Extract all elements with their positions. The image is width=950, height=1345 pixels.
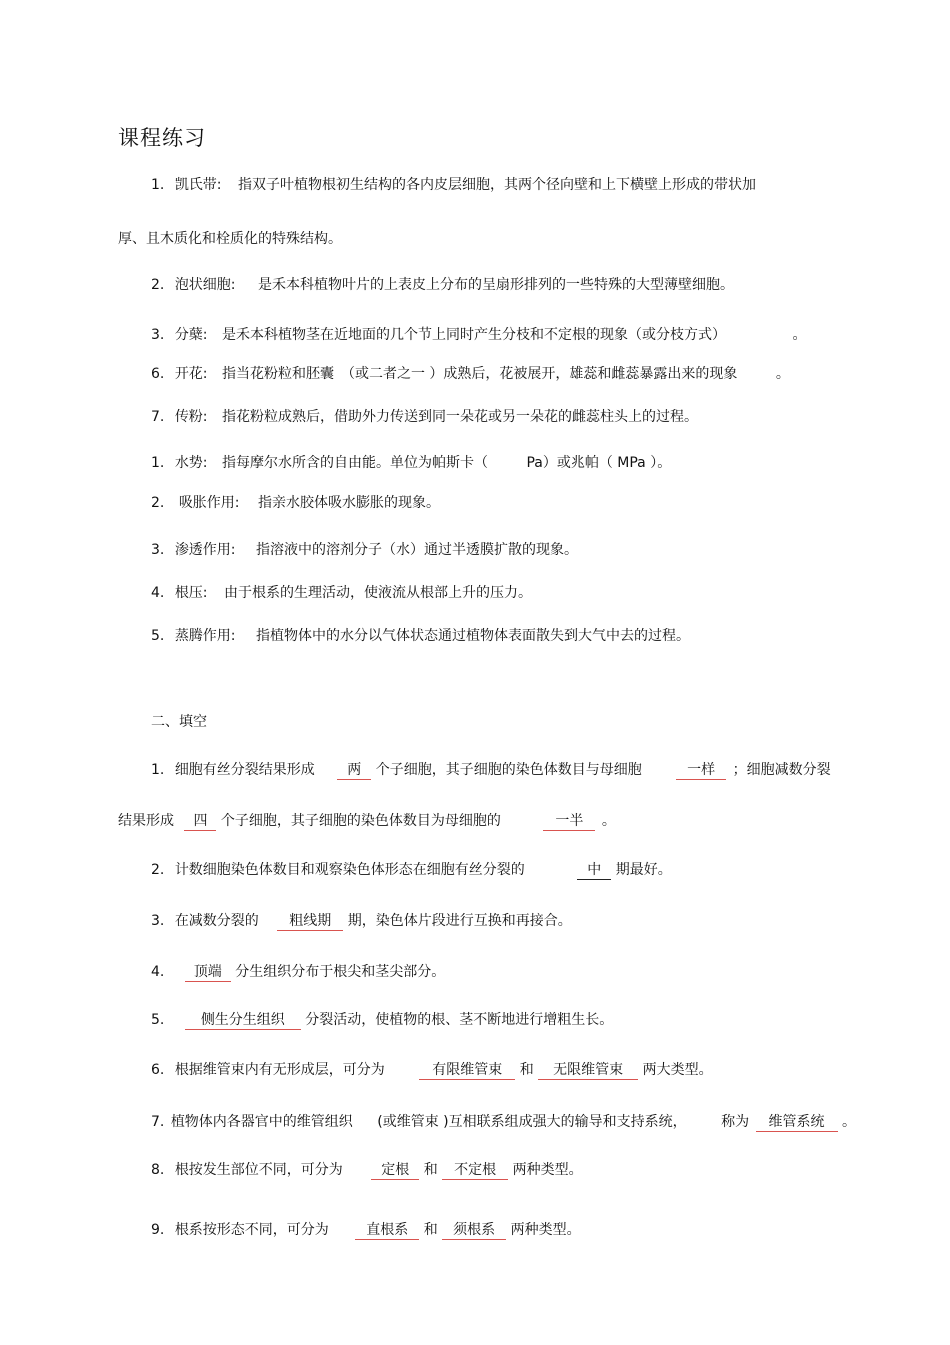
fill-question-3 [151, 911, 572, 931]
item-number: 3. [151, 542, 165, 558]
fill-question-5 [151, 1010, 613, 1030]
question-text: 根据维管束内有无形成层，可分为 [174, 1062, 385, 1078]
section-heading: 二、填空 [151, 714, 207, 730]
definition-9 [151, 583, 532, 603]
fill-question-7 [151, 1112, 856, 1132]
answer-blank: 维管系统 [756, 1113, 838, 1132]
term: 蒸腾作用: [174, 628, 236, 644]
end-mark: 。 [792, 327, 807, 343]
item-number: 5. [151, 628, 165, 644]
item-number: 1. [151, 177, 165, 193]
question-text: 结果形成 [118, 813, 174, 829]
question-text: 和 [423, 1222, 438, 1238]
term: 水势: [174, 455, 208, 471]
answer-blank: 粗线期 [277, 912, 343, 931]
definition-2 [151, 275, 734, 295]
question-text: 个子细胞，其子细胞的染色体数目为母细胞的 [220, 813, 501, 829]
question-text: 分生组织分布于根尖和茎尖部分。 [235, 964, 446, 980]
answer-blank: 定根 [371, 1161, 419, 1180]
item-number: 5. [151, 1012, 165, 1028]
question-text: ；细胞减数分裂 [732, 762, 831, 778]
fill-question-2 [151, 860, 672, 880]
answer-blank: 四 [184, 812, 216, 831]
definition-text-units: Pa）或兆帕（ MPa ）。 [526, 455, 672, 471]
definition-text: 指每摩尔水所含的自由能。单位为帕斯卡（ [221, 455, 488, 471]
item-number: 4. [151, 585, 165, 601]
definition-4 [151, 364, 790, 384]
question-text: (或维管束 )互相联系组成强大的输导和支持系统， [377, 1114, 687, 1130]
definition-1-continued: 厚、且木质化和栓质化的特殊结构。 [118, 231, 342, 247]
question-text: 期最好。 [615, 862, 672, 878]
answer-blank: 一半 [543, 812, 595, 831]
term: 开花: [174, 366, 208, 382]
item-number: 9. [151, 1222, 165, 1238]
fill-question-8 [151, 1160, 583, 1180]
term: 泡状细胞: [174, 277, 236, 293]
definition-text: 是禾本科植物茎在近地面的几个节上同时产生分枝和不定根的现象（或分枝方式） [221, 327, 726, 343]
item-number: 1. [151, 455, 165, 471]
item-number: 6. [151, 1062, 165, 1078]
answer-blank: 中 [577, 861, 611, 880]
term: 传粉: [174, 409, 208, 425]
definition-text: 指亲水胶体吸水膨胀的现象。 [257, 495, 440, 511]
answer-blank: 不定根 [442, 1161, 508, 1180]
question-text: 个子细胞，其子细胞的染色体数目与母细胞 [375, 762, 642, 778]
question-text: 细胞有丝分裂结果形成 [174, 762, 315, 778]
item-number: 4. [151, 964, 165, 980]
fill-question-1-continued [118, 811, 616, 831]
item-number: 1. [151, 762, 165, 778]
question-text: 根按发生部位不同，可分为 [174, 1162, 343, 1178]
question-text: 称为 [721, 1114, 750, 1130]
question-text: 两大类型。 [642, 1062, 713, 1078]
definition-8 [151, 540, 578, 560]
definition-10 [151, 626, 690, 646]
definition-text: 指植物体中的水分以气体状态通过植物体表面散失到大气中去的过程。 [255, 628, 690, 644]
question-text: 和 [423, 1162, 438, 1178]
term: 分蘖: [174, 327, 208, 343]
question-text: 。 [601, 813, 616, 829]
question-text: 在减数分裂的 [174, 913, 259, 929]
definition-5 [151, 407, 698, 427]
definition-text: 指双子叶植物根初生结构的各内皮层细胞，其两个径向壁和上下横壁上形成的带状加 [237, 177, 756, 193]
question-text: 期，染色体片段进行互换和再接合。 [347, 913, 572, 929]
fill-question-9 [151, 1220, 581, 1240]
item-number: 2. [151, 495, 165, 511]
definition-1 [151, 175, 756, 195]
question-text: 和 [519, 1062, 534, 1078]
question-text: 两种类型。 [512, 1162, 583, 1178]
answer-blank: 无限维管束 [538, 1061, 638, 1080]
answer-blank: 侧生分生组织 [185, 1011, 301, 1030]
item-number: 3. [151, 327, 165, 343]
question-text: 植物体内各器官中的维管组织 [170, 1114, 353, 1130]
term: 根压: [174, 585, 208, 601]
fill-question-6 [151, 1060, 713, 1080]
question-text: 两种类型。 [510, 1222, 581, 1238]
answer-blank: 须根系 [442, 1221, 506, 1240]
item-number: 6. [151, 366, 165, 382]
answer-blank: 顶端 [185, 963, 231, 982]
definition-text: 是禾本科植物叶片的上表皮上分布的呈扇形排列的一些特殊的大型薄壁细胞。 [257, 277, 734, 293]
question-text: 根系按形态不同，可分为 [174, 1222, 329, 1238]
question-text: 分裂活动，使植物的根、茎不断地进行增粗生长。 [305, 1012, 614, 1028]
definition-text: 指溶液中的溶剂分子（水）通过半透膜扩散的现象。 [255, 542, 578, 558]
question-text: 。 [842, 1114, 856, 1130]
definition-text: 指当花粉粒和胚囊 （或二者之一 ）成熟后，花被展开，雄蕊和雌蕊暴露出来的现象 [221, 366, 738, 382]
end-mark: 。 [775, 366, 790, 382]
term: 凯氏带: [174, 177, 222, 193]
item-number: 2. [151, 277, 165, 293]
term: 渗透作用: [174, 542, 236, 558]
item-number: 7. [151, 409, 165, 425]
item-number: 7. [151, 1114, 165, 1130]
item-number: 3. [151, 913, 165, 929]
definition-6 [151, 453, 671, 473]
term: 吸胀作用: [178, 495, 240, 511]
answer-blank: 直根系 [355, 1221, 419, 1240]
definition-text: 由于根系的生理活动，使液流从根部上升的压力。 [223, 585, 532, 601]
page-title: 课程练习 [118, 126, 206, 150]
answer-blank: 有限维管束 [419, 1061, 515, 1080]
fill-question-4 [151, 962, 445, 982]
item-number: 8. [151, 1162, 165, 1178]
answer-blank: 两 [337, 761, 371, 780]
item-number: 2. [151, 862, 165, 878]
fill-question-1 [151, 760, 831, 780]
definition-text: 指花粉粒成熟后，借助外力传送到同一朵花或另一朵花的雌蕊柱头上的过程。 [221, 409, 698, 425]
answer-blank: 一样 [676, 761, 726, 780]
definition-7 [151, 493, 440, 513]
definition-3 [151, 325, 806, 345]
question-text: 计数细胞染色体数目和观察染色体形态在细胞有丝分裂的 [174, 862, 525, 878]
